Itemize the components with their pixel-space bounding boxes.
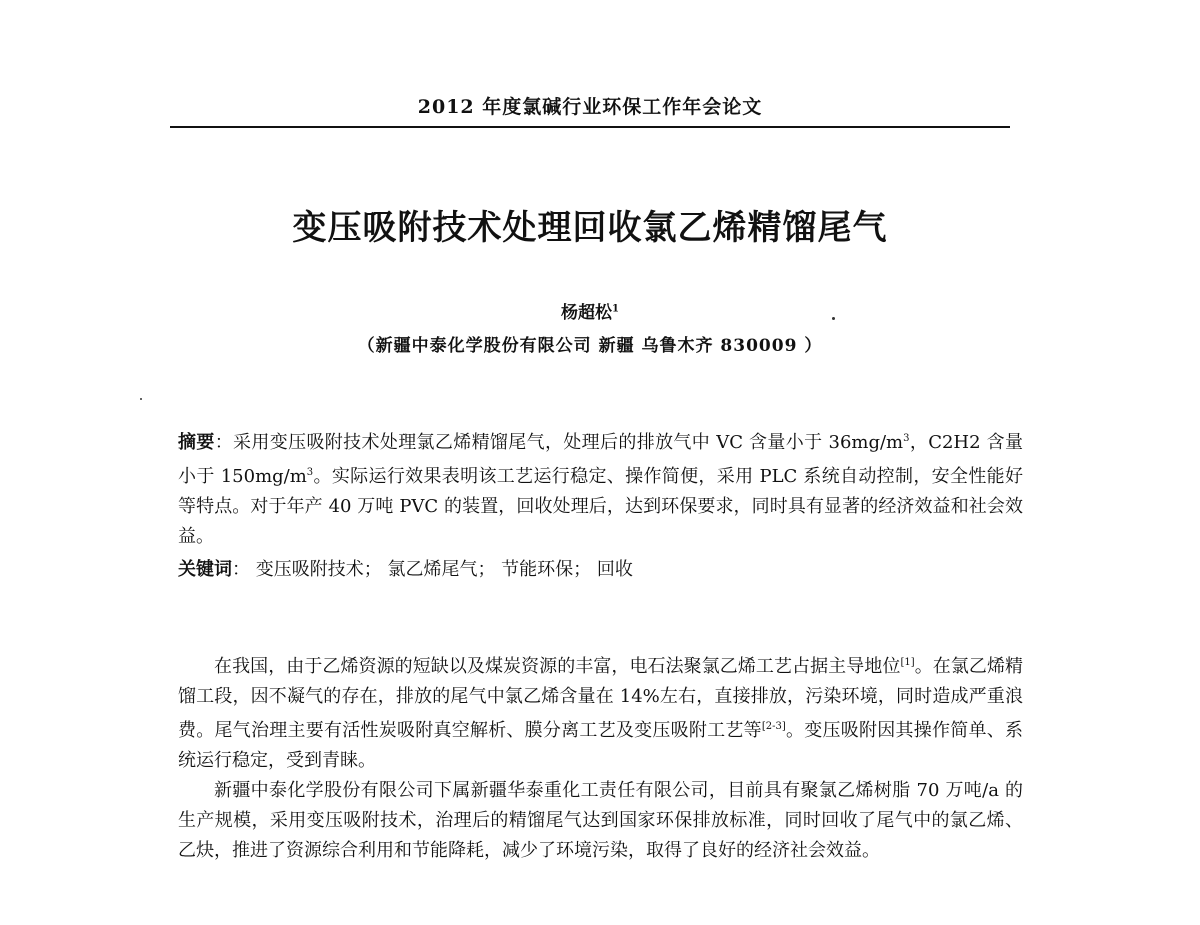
abstract-label: 摘要 (178, 432, 215, 453)
running-header: 2012 年度氯碱行业环保工作年会论文 (417, 96, 763, 118)
paragraph-1 (178, 648, 1023, 776)
abstract-text-3: 。实际运行效果表明该工艺运行稳定、操作简便，采用 PLC 系统自动控制，安全性能好等特点。对于年产 40 万吨 PVC 的装置，回收处理后，达到环保要求，同时具有显著的经济效益和社会效益。 (178, 466, 1023, 547)
abstract-sup-2: 3 (306, 467, 314, 478)
scan-speck (832, 317, 835, 320)
paragraph-1-part-b: 。在氯乙烯精馏工段，因不凝气的存在，排放的尾气中氯乙烯含量在 14%左右，直接排放，污染环境，同时造成严重浪费。尾气治理主要有活性炭吸附真空解析、膜分离工艺及变压吸附工艺等 (178, 656, 1024, 741)
paragraph-2: 新疆中泰化学股份有限公司下属新疆华泰重化工责任有限公司，目前具有聚氯乙烯树脂 70 万吨/a 的生产规模，采用变压吸附技术，治理后的精馏尾气达到国家环保排放标准，同时回收了尾气中的氯乙烯、乙炔，推进了资源综合利用和节能降耗，减少了环境污染，取得了良好的经济社会效益。 (178, 780, 1023, 861)
scan-speck (140, 398, 142, 400)
body-text (178, 648, 1023, 866)
keywords-text: ： 变压吸附技术； 氯乙烯尾气； 节能环保； 回收 (232, 559, 633, 580)
citation-2: [2-3] (761, 721, 786, 732)
author (170, 298, 1010, 323)
header-rule (170, 126, 1010, 128)
abstract-text-1: ：采用变压吸附技术处理氯乙烯精馏尾气，处理后的排放气中 VC 含量小于 36mg/m (214, 432, 904, 453)
citation-1: [1] (900, 657, 915, 668)
keywords-label: 关键词 (178, 559, 232, 580)
abstract-text-2: ，C2H2 含量小于 150mg/m (178, 432, 1023, 487)
abstract-sup-1: 3 (903, 433, 910, 444)
author-name: 杨超松 (561, 303, 613, 323)
author-mark: 1 (612, 303, 619, 315)
abstract (178, 424, 1023, 552)
paper-title: 变压吸附技术处理回收氯乙烯精馏尾气 (292, 208, 888, 248)
paragraph-1-part-c: 。变压吸附因其操作简单、系统运行稳定，受到青睐。 (178, 720, 1024, 771)
keywords (178, 555, 1023, 585)
paragraph-1-part-a: 在我国，由于乙烯资源的短缺以及煤炭资源的丰富，电石法聚氯乙烯工艺占据主导地位 (214, 656, 901, 677)
affiliation: （新疆中泰化学股份有限公司 新疆 乌鲁木齐 830009 ） (357, 336, 823, 356)
